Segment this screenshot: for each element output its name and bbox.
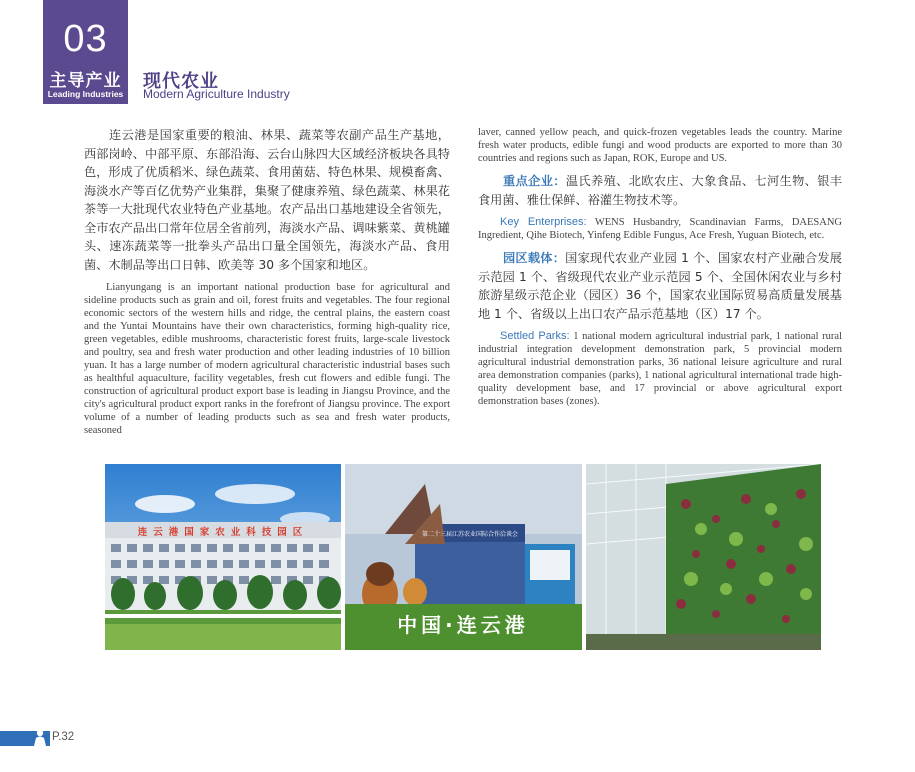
- settled-parks-cn-heading: 园区载体：: [503, 251, 566, 265]
- left-column: [84, 126, 450, 437]
- key-enterprises-en-body: WENS Husbandry, Scandinavian Farms, DAESANG Ingredient, Qihe Biotech, Yinfeng Edible Fungus, Ace Fresh, Yuguan Biotech, etc.: [478, 217, 843, 241]
- photo-strip: [105, 464, 821, 650]
- key-enterprises-cn-body: 温氏养殖、北欧农庄、大象食品、七河生物、银丰食用菌、雅仕保鲜、裕灌生物技术等。: [478, 174, 843, 207]
- page-number: P.32: [52, 731, 75, 743]
- section-label-cn: 主导产业: [49, 71, 122, 91]
- settled-parks-en-heading: Settled Parks:: [500, 330, 570, 342]
- photo2-banner-text: 第二十三届江苏农业国际合作洽谈会: [421, 531, 519, 538]
- settled-parks-en-body: 1 national modern agricultural industrial park, 1 national rural industrial integration development demonstration park, 5 provincial modern agricultural industrial demonstration parks, 36 national leisure agriculture and rural area demonstration companies (parks), 1 national agricultural international trade high-quality development base, and 17 provincial or above agricultural export demonstration bases (zones).: [478, 331, 842, 407]
- section-label-en: Leading Industries: [47, 89, 124, 99]
- page-title-cn: 现代农业: [143, 71, 219, 92]
- photo1-sign-text: 连云港国家农业科技园区: [137, 527, 309, 538]
- photo-greenhouse: [586, 464, 821, 650]
- page-title-en: Modern Agriculture Industry: [143, 87, 290, 101]
- section-number: 03: [63, 18, 108, 60]
- intro-cn-paragraph: 连云港是国家重要的粮油、林果、蔬菜等农副产品生产基地，西部岗岭、中部平原、东部沿海、云台山脉四大区域经济板块各具特色，形成了优质稻米、绿色蔬菜、食用菌菇、特色林果、规模畜禽、海淡水产等百亿优势产业集群，集聚了健康养殖、绿色蔬菜、林果花茶等一大批现代农业特色产业基地。农产品出口基地建设全省领先，全市农产品出口常年位居全省前列，海淡水产品、调味紫菜、黄桃罐头、速冻蔬菜等一批拳头产品出口量全国领先，海淡水产品、食用菌、木制品等出口日韩、欧美等 30 多个国家和地区。: [84, 128, 450, 272]
- settled-parks-cn: [478, 249, 842, 323]
- intro-en-paragraph: Lianyungang is an important national production base for agricultural and sideline products such as grain and oil, forest fruits and vegetables. The four regional economic sectors of the western hills and ridge, the central plains, the eastern coast and the Yuntai Mountains have their own characteristics, forming high-quality rice, green vegetables, edible mushrooms, characteristic forest fruits, large-scale livestock and poultry, sea and fresh water production and other leading industries of 10 billion yuan. It has a large number of modern agricultural characteristic industrial bases such as healthful aquaculture, facility vegetables, fresh cut flowers and edible fungi. The construction of agricultural product export base is leading in Jiangsu Province, and the city's agricultural product export ranks in the forefront of Jiangsu province. The export volume of a number of leading products such as sea and fresh water products, seasoned: [84, 282, 450, 436]
- key-enterprises-cn-heading: 重点企业：: [503, 174, 566, 188]
- key-enterprises-en: [478, 216, 842, 242]
- intro-en-continued: laver, canned yellow peach, and quick-frozen vegetables leads the country. Marine fresh water products, edible fungi and wood products are exported to more than 30 countries and regions such as Japan, ROK, Europe and US.: [478, 127, 842, 164]
- settled-parks-en: [478, 330, 842, 408]
- key-enterprises-en-heading: Key Enterprises:: [500, 216, 587, 228]
- settled-parks-cn-body: 国家现代农业产业园 1 个、国家农村产业融合发展示范园 1 个、省级现代农业产业示范园 5 个、全国休闲农业与乡村旅游星级示范企业（园区）36 个，国家农业国际贸易高质量发展基地 1 个、省级以上出口农产品示范基地（区）17 个。: [478, 251, 842, 321]
- photo-agri-expo: [345, 464, 582, 650]
- right-column: [478, 126, 842, 408]
- person-icon: [33, 729, 47, 746]
- key-enterprises-cn: [478, 172, 842, 209]
- section-tab: [43, 0, 128, 104]
- photo2-lawn-text: 中国·连云港: [397, 613, 529, 637]
- photo-agri-science-park: [105, 464, 341, 650]
